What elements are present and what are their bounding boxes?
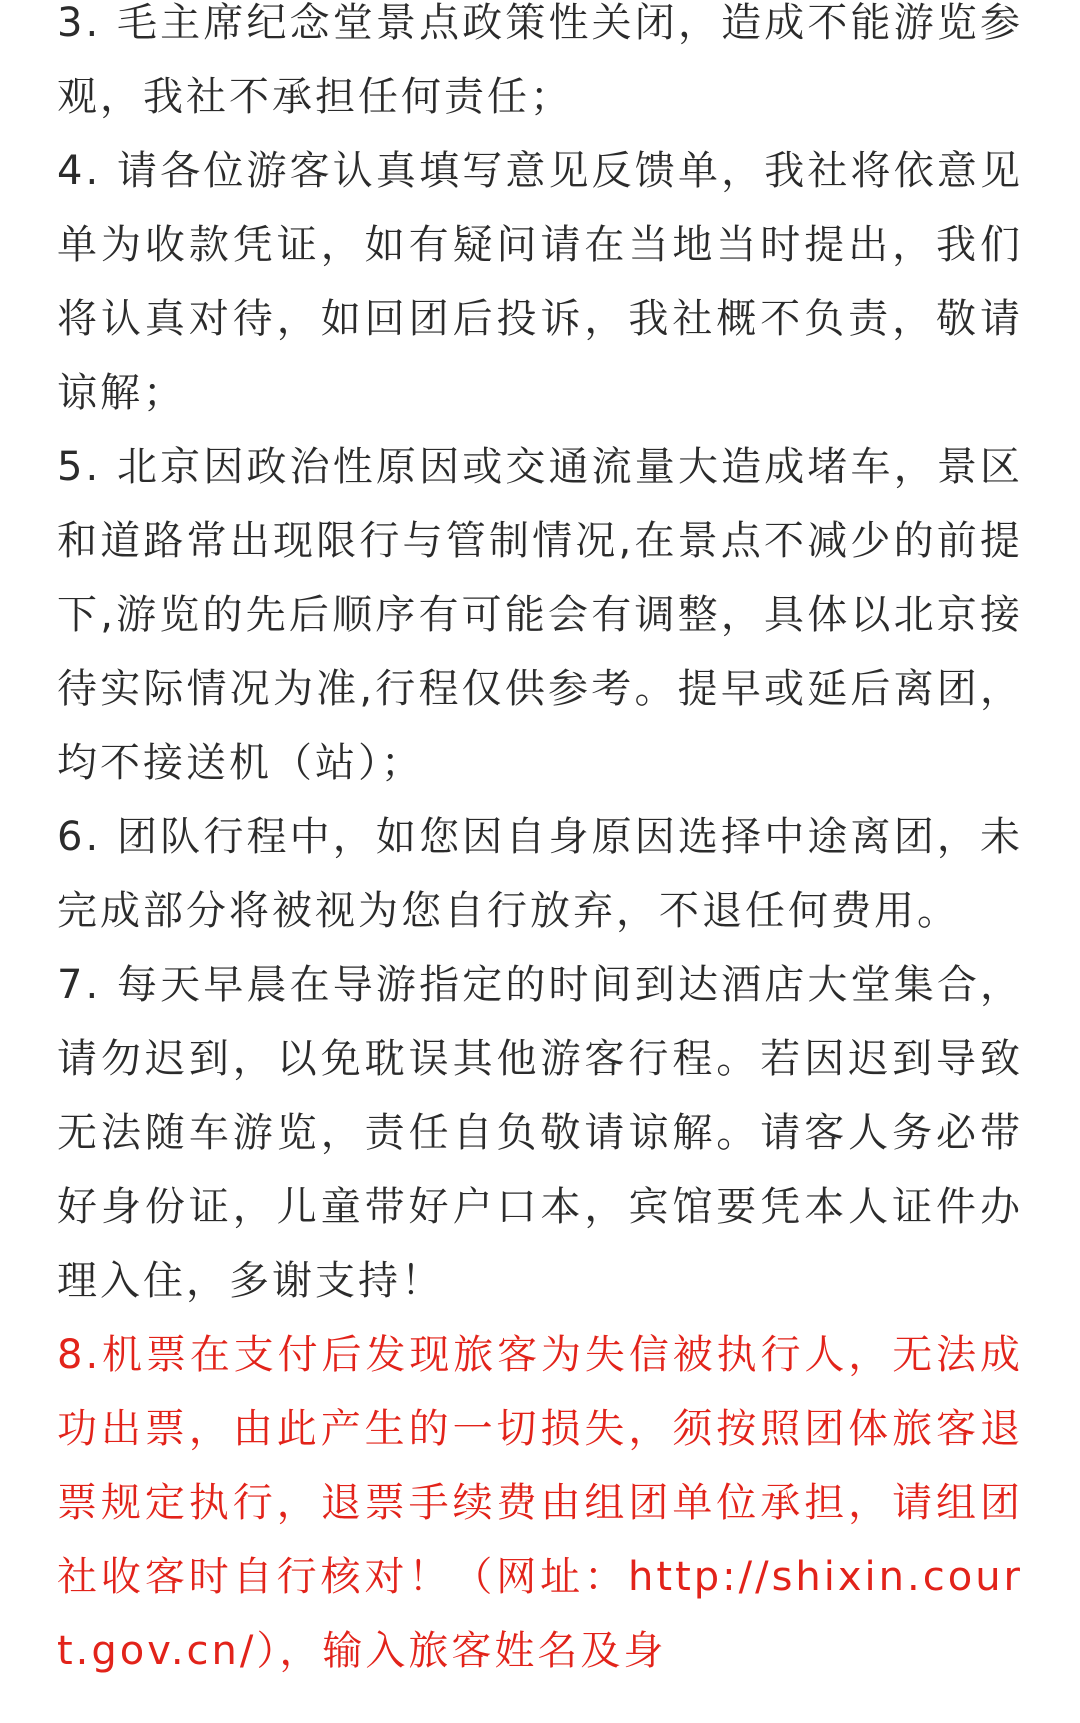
notice-item-4: 4. 请各位游客认真填写意见反馈单，我社将依意见单为收款凭证，如有疑问请在当地当时提出，我们将认真对待，如回团后投诉，我社概不负责，敬请谅解； [57,148,1023,416]
notice-item-8-warning: 8.机票在支付后发现旅客为失信被执行人，无法成功出票，由此产生的一切损失，须按照团体旅客退票规定执行，退票手续费由组团单位承担，请组团社收客时自行核对！（网址：http://shixin.court.gov.cn/），输入旅客姓名及身 [57,1332,1023,1674]
notice-item-5: 5. 北京因政治性原因或交通流量大造成堵车，景区和道路常出现限行与管制情况,在景点不减少的前提下,游览的先后顺序有可能会有调整，具体以北京接待实际情况为准,行程仅供参考。提早或延后离团，均不接送机（站）； [57,444,1023,786]
notice-item-3: 3. 毛主席纪念堂景点政策性关闭，造成不能游览参观，我社不承担任何责任； [57,0,1023,120]
notice-item-7: 7. 每天早晨在导游指定的时间到达酒店大堂集合，请勿迟到，以免耽误其他游客行程。若因迟到导致无法随车游览，责任自负敬请谅解。请客人务必带好身份证，儿童带好户口本，宾馆要凭本人证件办理入住，多谢支持！ [57,962,1023,1304]
notice-item-6: 6. 团队行程中，如您因自身原因选择中途离团，未完成部分将被视为您自行放弃，不退任何费用。 [57,814,1023,934]
